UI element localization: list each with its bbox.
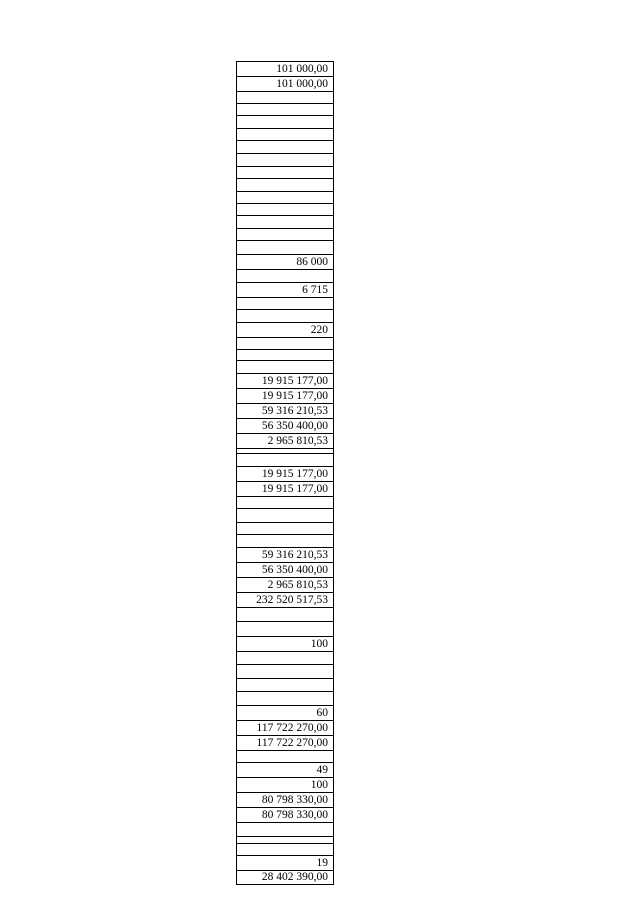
value-cell: 56 350 400,00	[236, 418, 334, 433]
value-cell: 56 350 400,00	[236, 562, 334, 577]
value-cell	[236, 843, 334, 855]
value-cell	[236, 534, 334, 547]
value-cell	[236, 309, 334, 322]
value-cell	[236, 691, 334, 705]
value-cell: 19 915 177,00	[236, 466, 334, 481]
value-cell: 80 798 330,00	[236, 792, 334, 807]
value-cell: 19	[236, 855, 334, 870]
value-cell	[236, 128, 334, 140]
value-cell	[236, 453, 334, 466]
value-cell: 59 316 210,53	[236, 403, 334, 418]
value-cell	[236, 269, 334, 282]
value-cell	[236, 228, 334, 240]
value-cell: 60	[236, 705, 334, 720]
value-cell	[236, 115, 334, 128]
value-cell	[236, 651, 334, 664]
value-cell: 2 965 810,53	[236, 433, 334, 448]
value-cell	[236, 607, 334, 621]
value-cell	[236, 153, 334, 166]
value-cell: 19 915 177,00	[236, 481, 334, 496]
value-cell: 2 965 810,53	[236, 577, 334, 592]
value-cell: 59 316 210,53	[236, 547, 334, 562]
value-cell: 220	[236, 322, 334, 337]
value-cell	[236, 349, 334, 360]
value-cell: 19 915 177,00	[236, 388, 334, 403]
value-cell	[236, 360, 334, 373]
value-cell: 100	[236, 777, 334, 792]
value-cell: 6 715	[236, 282, 334, 297]
value-cell: 80 798 330,00	[236, 807, 334, 822]
value-cell	[236, 297, 334, 309]
value-cell	[236, 822, 334, 836]
value-cell: 28 402 390,00	[236, 870, 334, 885]
value-cell: 49	[236, 762, 334, 777]
value-cell: 117 722 270,00	[236, 735, 334, 750]
value-cell	[236, 664, 334, 678]
value-cell	[236, 91, 334, 103]
value-cell: 19 915 177,00	[236, 373, 334, 388]
value-cell	[236, 178, 334, 191]
value-cell: 117 722 270,00	[236, 720, 334, 735]
value-column	[236, 61, 334, 885]
value-cell: 101 000,00	[236, 61, 334, 76]
value-cell	[236, 522, 334, 534]
value-cell: 100	[236, 636, 334, 651]
value-cell	[236, 508, 334, 522]
value-cell	[236, 215, 334, 228]
value-cell	[236, 203, 334, 215]
value-cell	[236, 496, 334, 508]
value-cell	[236, 103, 334, 115]
value-cell	[236, 240, 334, 254]
value-cell: 232 520 517,53	[236, 592, 334, 607]
value-cell	[236, 166, 334, 178]
value-cell	[236, 191, 334, 203]
value-cell: 101 000,00	[236, 76, 334, 91]
value-cell: 86 000	[236, 254, 334, 269]
value-cell	[236, 140, 334, 153]
value-cell	[236, 750, 334, 762]
value-cell	[236, 337, 334, 349]
value-cell	[236, 836, 334, 843]
value-cell	[236, 678, 334, 691]
value-cell	[236, 621, 334, 636]
